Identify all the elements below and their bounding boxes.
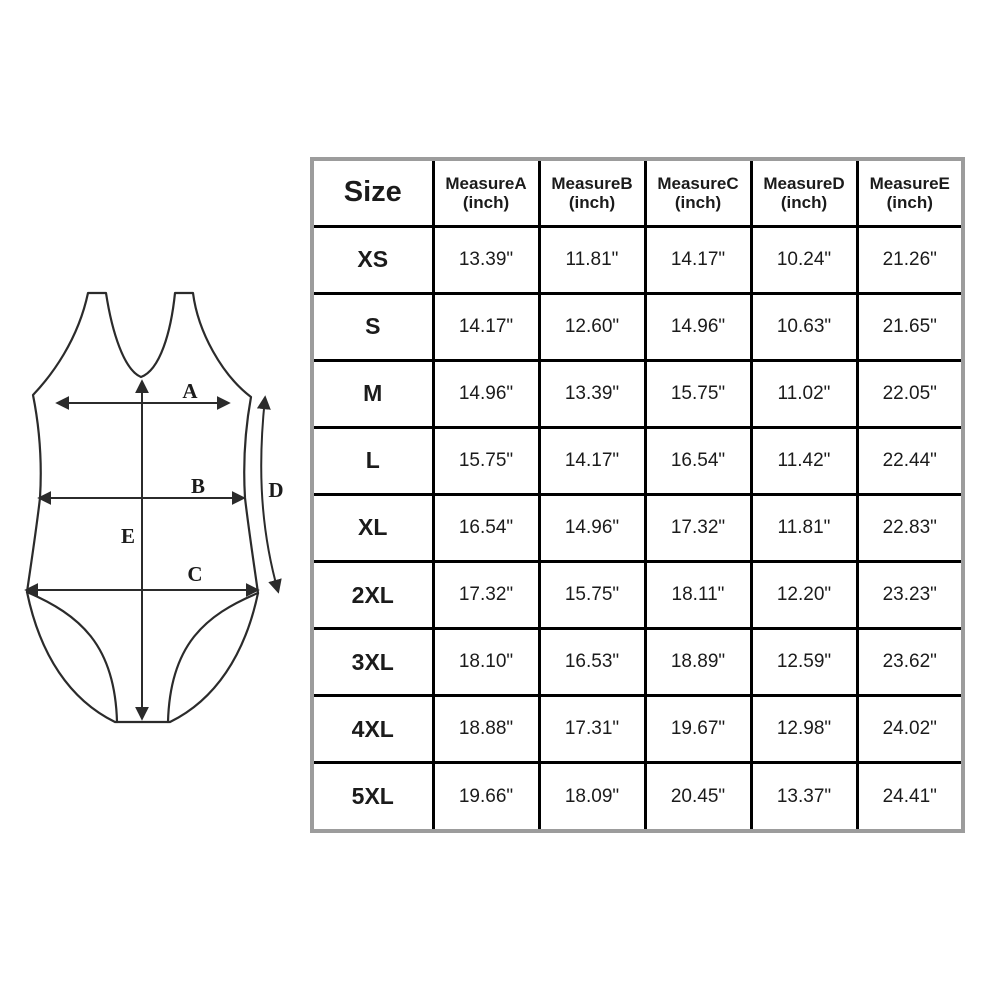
swimsuit-diagram bbox=[0, 270, 300, 740]
measure-cell: 14.96" bbox=[539, 494, 645, 561]
measure-column-header: MeasureB (inch) bbox=[539, 159, 645, 226]
measure-c-label: C bbox=[187, 562, 203, 586]
measure-cell: 10.24" bbox=[751, 226, 857, 293]
measure-cell: 24.41" bbox=[857, 763, 963, 831]
measure-cell: 22.05" bbox=[857, 360, 963, 427]
table-row bbox=[312, 427, 963, 494]
size-cell: M bbox=[312, 360, 433, 427]
measure-column-header: MeasureC (inch) bbox=[645, 159, 751, 226]
measure-cell: 15.75" bbox=[433, 427, 539, 494]
size-cell: 2XL bbox=[312, 561, 433, 628]
size-cell: XS bbox=[312, 226, 433, 293]
table-row bbox=[312, 561, 963, 628]
measure-cell: 22.44" bbox=[857, 427, 963, 494]
measure-cell: 15.75" bbox=[645, 360, 751, 427]
table-row bbox=[312, 629, 963, 696]
measure-cell: 16.54" bbox=[645, 427, 751, 494]
measure-cell: 17.31" bbox=[539, 696, 645, 763]
size-cell: L bbox=[312, 427, 433, 494]
measure-cell: 14.17" bbox=[539, 427, 645, 494]
measure-d-label: D bbox=[268, 478, 284, 502]
size-table-body bbox=[312, 226, 963, 831]
measure-cell: 12.60" bbox=[539, 293, 645, 360]
measure-cell: 14.17" bbox=[433, 293, 539, 360]
size-cell: 5XL bbox=[312, 763, 433, 831]
measure-b-label: B bbox=[190, 474, 206, 498]
measure-cell: 18.10" bbox=[433, 629, 539, 696]
measure-cell: 11.42" bbox=[751, 427, 857, 494]
measure-cell: 13.39" bbox=[433, 226, 539, 293]
table-row bbox=[312, 360, 963, 427]
measure-cell: 13.39" bbox=[539, 360, 645, 427]
table-row bbox=[312, 696, 963, 763]
left-leg-opening-curve bbox=[27, 592, 117, 722]
measure-cell: 22.83" bbox=[857, 494, 963, 561]
measure-cell: 15.75" bbox=[539, 561, 645, 628]
table-row bbox=[312, 293, 963, 360]
table-row bbox=[312, 494, 963, 561]
measure-cell: 11.81" bbox=[751, 494, 857, 561]
measure-column-header: MeasureD (inch) bbox=[751, 159, 857, 226]
size-table bbox=[310, 157, 965, 833]
measure-cell: 13.37" bbox=[751, 763, 857, 831]
measure-cell: 18.88" bbox=[433, 696, 539, 763]
measure-cell: 12.59" bbox=[751, 629, 857, 696]
measure-cell: 16.53" bbox=[539, 629, 645, 696]
measure-cell: 23.62" bbox=[857, 629, 963, 696]
table-row bbox=[312, 763, 963, 831]
size-cell: 3XL bbox=[312, 629, 433, 696]
measure-cell: 14.96" bbox=[645, 293, 751, 360]
measure-column-header: MeasureE (inch) bbox=[857, 159, 963, 226]
measure-cell: 23.23" bbox=[857, 561, 963, 628]
measure-e-label: E bbox=[120, 524, 136, 548]
measure-cell: 12.98" bbox=[751, 696, 857, 763]
size-cell: 4XL bbox=[312, 696, 433, 763]
measure-cell: 10.63" bbox=[751, 293, 857, 360]
table-row bbox=[312, 226, 963, 293]
measure-cell: 21.65" bbox=[857, 293, 963, 360]
measure-cell: 18.11" bbox=[645, 561, 751, 628]
measure-column-header: MeasureA (inch) bbox=[433, 159, 539, 226]
measure-cell: 17.32" bbox=[645, 494, 751, 561]
measure-cell: 19.67" bbox=[645, 696, 751, 763]
measure-cell: 11.02" bbox=[751, 360, 857, 427]
measure-cell: 18.09" bbox=[539, 763, 645, 831]
right-leg-opening-curve bbox=[168, 593, 258, 722]
measure-cell: 18.89" bbox=[645, 629, 751, 696]
measure-cell: 14.96" bbox=[433, 360, 539, 427]
measure-cell: 12.20" bbox=[751, 561, 857, 628]
measure-cell: 11.81" bbox=[539, 226, 645, 293]
measure-cell: 24.02" bbox=[857, 696, 963, 763]
measure-cell: 20.45" bbox=[645, 763, 751, 831]
size-cell: XL bbox=[312, 494, 433, 561]
size-column-header: Size bbox=[312, 159, 433, 226]
measure-cell: 21.26" bbox=[857, 226, 963, 293]
measure-cell: 17.32" bbox=[433, 561, 539, 628]
measure-a-label: A bbox=[182, 379, 198, 403]
size-cell: S bbox=[312, 293, 433, 360]
measure-cell: 19.66" bbox=[433, 763, 539, 831]
measure-cell: 14.17" bbox=[645, 226, 751, 293]
header-row bbox=[312, 159, 963, 226]
measure-cell: 16.54" bbox=[433, 494, 539, 561]
